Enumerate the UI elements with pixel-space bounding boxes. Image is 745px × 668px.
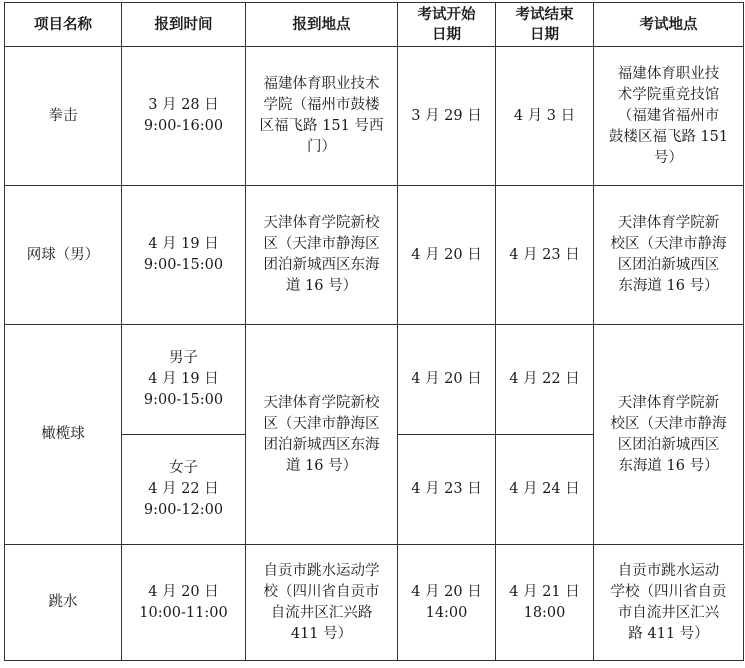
header-exam-place: 考试地点 xyxy=(594,3,744,47)
exam-place: 自贡市跳水运动 学校（四川省自贡 市自流井区汇兴 路 411 号） xyxy=(594,545,744,661)
reg-place: 自贡市跳水运动学 校（四川省自贡市 自流井区汇兴路 411 号） xyxy=(246,545,398,661)
reg-time: 3 月 28 日 9:00-16:00 xyxy=(122,47,246,186)
reg-time-male: 男子 4 月 19 日 9:00-15:00 xyxy=(122,325,246,435)
exam-start-date: 4 月 20 日 14:00 xyxy=(398,545,496,661)
table-row xyxy=(5,545,744,661)
exam-end-date: 4 月 21 日 18:00 xyxy=(496,545,594,661)
exam-schedule-table xyxy=(4,2,744,661)
exam-start-date: 4 月 20 日 xyxy=(398,186,496,325)
project-name: 拳击 xyxy=(5,47,122,186)
exam-end-date-male: 4 月 22 日 xyxy=(496,325,594,435)
exam-place: 福建体育职业技 术学院重竞技馆 （福建省福州市 鼓楼区福飞路 151 号） xyxy=(594,47,744,186)
header-reg-place: 报到地点 xyxy=(246,3,398,47)
header-exam-end: 考试结束 日期 xyxy=(496,3,594,47)
reg-time: 4 月 20 日 10:00-11:00 xyxy=(122,545,246,661)
project-name: 跳水 xyxy=(5,545,122,661)
header-exam-start: 考试开始 日期 xyxy=(398,3,496,47)
exam-start-date: 3 月 29 日 xyxy=(398,47,496,186)
reg-time-female: 女子 4 月 22 日 9:00-12:00 xyxy=(122,435,246,545)
exam-place: 天津体育学院新 校区（天津市静海 区团泊新城西区 东海道 16 号） xyxy=(594,186,744,325)
project-name: 网球（男） xyxy=(5,186,122,325)
table-header-row xyxy=(5,3,744,47)
table-row xyxy=(5,47,744,186)
project-name: 橄榄球 xyxy=(5,325,122,545)
table-row xyxy=(5,325,744,435)
exam-place: 天津体育学院新 校区（天津市静海 区团泊新城西区 东海道 16 号） xyxy=(594,325,744,545)
exam-end-date: 4 月 23 日 xyxy=(496,186,594,325)
reg-place: 天津体育学院新校 区（天津市静海区 团泊新城西区东海 道 16 号） xyxy=(246,186,398,325)
reg-place: 福建体育职业技术 学院（福州市鼓楼 区福飞路 151 号西 门） xyxy=(246,47,398,186)
reg-time: 4 月 19 日 9:00-15:00 xyxy=(122,186,246,325)
exam-start-date-female: 4 月 23 日 xyxy=(398,435,496,545)
table-row xyxy=(5,186,744,325)
exam-start-date-male: 4 月 20 日 xyxy=(398,325,496,435)
exam-end-date-female: 4 月 24 日 xyxy=(496,435,594,545)
header-project: 项目名称 xyxy=(5,3,122,47)
reg-place: 天津体育学院新校 区（天津市静海区 团泊新城西区东海 道 16 号） xyxy=(246,325,398,545)
header-reg-time: 报到时间 xyxy=(122,3,246,47)
exam-end-date: 4 月 3 日 xyxy=(496,47,594,186)
